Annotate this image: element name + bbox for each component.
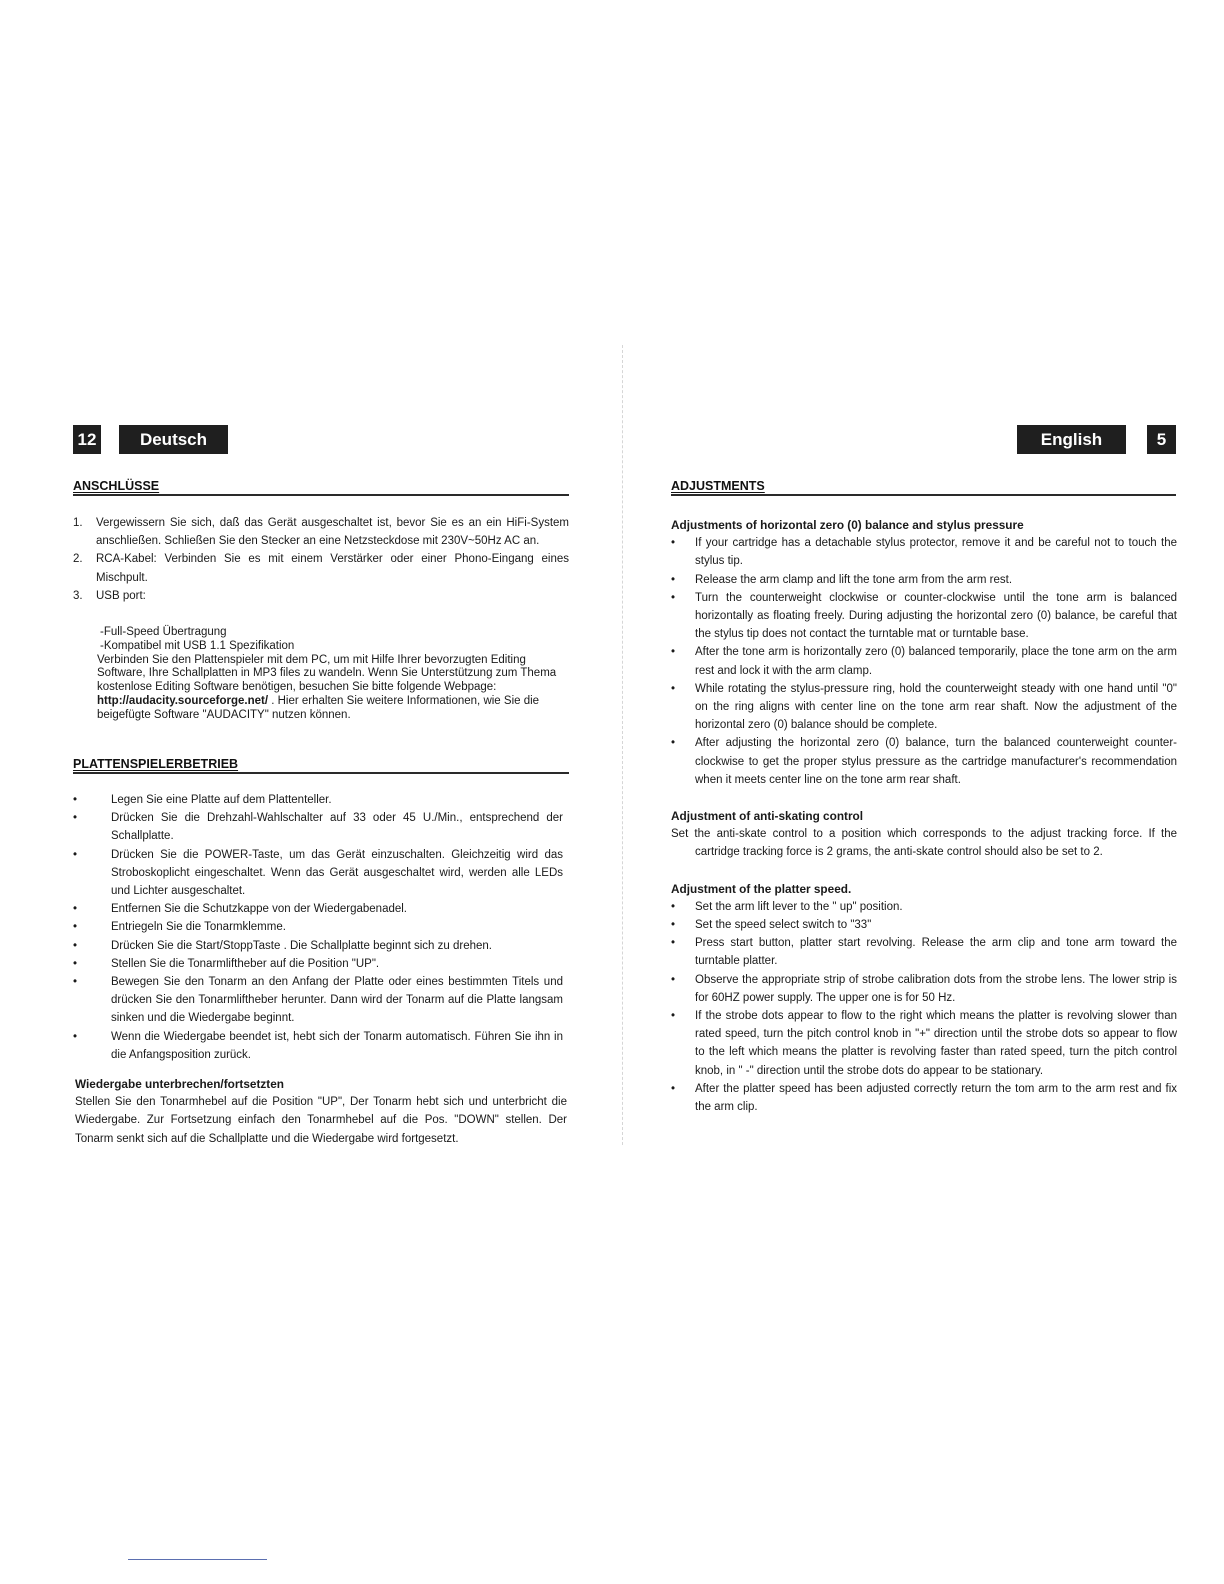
list-item — [73, 918, 563, 936]
usb-text: Verbinden Sie den Plattenspieler mit dem PC, um mit Hilfe Ihrer bevorzugten Editing Software, Ihre Schallplatten in MP3 files zu wandeln. Wenn Sie Unterstützung zum Thema kostenlose Editing Software benötigen, besuchen Sie bitte folgende Webpage: — [97, 653, 557, 694]
bullet-glyph: • — [671, 646, 676, 659]
paragraph: Stellen Sie den Tonarmhebel auf die Position "UP", Der Tonarm hebt sich und unterbricht die Wiedergabe. Zur Fortsetzung einfach den Tonarmhebel auf die Pos. "DOWN" stellen. Der Tonarm senkt sich auf die Schallplatte und die Wiedergabe wird fortgesetzt. — [75, 1096, 567, 1145]
language-tab: Deutsch — [119, 425, 228, 454]
adjustments-block — [671, 516, 1177, 1116]
list-item — [73, 791, 563, 809]
list-item-text: If your cartridge has a detachable stylus protector, remove it and be careful not to touch the stylus tip. — [695, 537, 1177, 568]
bullet-glyph: • — [671, 919, 676, 932]
bullet-glyph: • — [73, 957, 78, 970]
usb-line: -Full-Speed Übertragung — [100, 626, 227, 638]
list-item — [73, 846, 563, 901]
connections-list — [73, 514, 569, 605]
list-item-text: Legen Sie eine Platte auf dem Plattenteller. — [111, 794, 332, 806]
list-item-text: If the strobe dots appear to flow to the right which means the platter is revolving slower than rated speed, turn the pitch control knob in "+" direction until the strobe dots so appear to flow to the left which means the platter is revolving faster than rated speed, turn the pitch control knob, in " -" direction until the strobe dots do appear to be stationary. — [695, 1010, 1177, 1077]
bullet-glyph: • — [671, 937, 676, 950]
list-item — [671, 898, 1177, 916]
bullet-glyph: • — [671, 1082, 676, 1095]
list-item — [73, 587, 569, 605]
pause-resume-block — [75, 1075, 567, 1148]
paragraph: Set the anti-skate control to a position which corresponds to the adjust tracking force. If the cartridge tracking force is 2 grams, the anti-skate control should also be set to 2. — [671, 828, 1177, 859]
list-item-text: USB port: — [96, 589, 146, 602]
usb-text: . Hier erhalten Sie weitere Informationen, wie Sie die beigefügte Software "AUDACITY" nutzen können. — [97, 694, 540, 721]
list-item-text: Entfernen Sie die Schutzkappe von der Wiedergabenadel. — [111, 903, 408, 916]
bullet-glyph: • — [671, 591, 676, 604]
list-item — [73, 937, 563, 955]
decorative-underline — [128, 1559, 267, 1560]
list-number: 2. — [73, 553, 83, 566]
bullet-glyph: • — [671, 737, 676, 750]
list-item-text: Drücken Sie die Start/StoppTaste . Die Schallplatte beginnt sich zu drehen. — [111, 939, 492, 952]
list-item — [671, 680, 1177, 735]
section-rule — [73, 494, 569, 496]
bullet-glyph: • — [73, 1030, 78, 1043]
list-item-text: After adjusting the horizontal zero (0) balance, turn the balanced counterweight counter-clockwise to get the proper stylus pressure as the cartridge manufacturer's recommendation when it meets center line on the tone arm rear shaft. — [695, 737, 1177, 786]
list-item — [671, 571, 1177, 589]
section-title-anschluesse: ANSCHLÜSSE — [73, 479, 160, 493]
operation-bullets-block — [73, 791, 563, 1064]
bullet-glyph: • — [671, 900, 676, 913]
list-item-text: Set the arm lift lever to the " up" position. — [695, 900, 903, 913]
list-number: 1. — [73, 517, 83, 529]
list-item — [671, 971, 1177, 1007]
list-item — [73, 973, 563, 1028]
bullet-glyph: • — [73, 976, 78, 989]
bullet-glyph: • — [671, 682, 676, 695]
bullet-glyph: • — [73, 939, 78, 952]
bullet-glyph: • — [73, 848, 78, 861]
list-item — [671, 734, 1177, 789]
language-tab: English — [1017, 425, 1126, 454]
list-item — [671, 1080, 1177, 1116]
bullet-glyph: • — [671, 1010, 676, 1023]
list-item-text: Stellen Sie die Tonarmliftheber auf die Position "UP". — [111, 957, 380, 970]
list-item — [73, 1028, 563, 1064]
list-item-text: Release the arm clamp and lift the tone arm from the arm rest. — [695, 573, 1013, 586]
bullet-glyph: • — [73, 812, 78, 825]
sub-heading: Adjustment of the platter speed. — [671, 881, 852, 896]
list-item — [73, 900, 563, 918]
list-item-text: Wenn die Wiedergabe beendet ist, hebt sich der Tonarm automatisch. Führen Sie ihn in die Anfangsposition zurück. — [111, 1030, 563, 1061]
list-item-text: Press start button, platter start revolving. Release the arm clip and tone arm toward the turntable platter. — [695, 937, 1177, 968]
section-rule — [73, 772, 569, 774]
usb-line: -Kompatibel mit USB 1.1 Spezifikation — [100, 639, 295, 652]
list-item-text: Turn the counterweight clockwise or counter-clockwise until the tone arm is balanced horizontally as floating freely. During adjusting the horizontal zero (0) balance, be careful that the stylus tip does not contact the turntable mat or turntable base. — [695, 591, 1177, 641]
sub-heading: Adjustments of horizontal zero (0) balance and stylus pressure — [671, 518, 1024, 532]
operation-bullets — [73, 791, 563, 1064]
section-rule — [671, 494, 1176, 496]
list-item-text: Drücken Sie die Drehzahl-Wahlschalter auf 33 oder 45 U./Min., entsprechend der Schallplatte. — [111, 812, 563, 843]
list-item — [671, 934, 1177, 970]
list-item — [73, 955, 563, 973]
webpage-link[interactable]: http://audacity.sourceforge.net/ — [97, 694, 269, 707]
list-item-text: Drücken Sie die POWER-Taste, um das Gerät einzuschalten. Gleichzeitig wird das Stroboskoplicht eingeschaltet. Wenn das Gerät ausgeschaltet wird, werden alle LEDs und Lichter ausgeschaltet. — [111, 848, 563, 898]
platter-speed-bullets — [671, 898, 1177, 1116]
list-item-text: After the platter speed has been adjusted correctly return the tom arm to the arm rest and fix the arm clip. — [695, 1082, 1177, 1114]
bullet-glyph: • — [73, 903, 78, 916]
bullet-glyph: • — [671, 537, 676, 550]
bullet-glyph: • — [73, 921, 78, 934]
sub-heading: Wiedergabe unterbrechen/fortsetzten — [75, 1077, 284, 1091]
list-item-text: After the tone arm is horizontally zero (0) balanced temporarily, place the tone arm on the arm rest and lock it with the arm clamp. — [695, 646, 1177, 677]
bullet-glyph: • — [671, 973, 676, 986]
list-item — [671, 916, 1177, 934]
list-item-text: While rotating the stylus-pressure ring, hold the counterweight steady with one hand until "0" on the ring aligns with center line on the tone arm rear shaft. Now the adjustment of the horizontal zero (0) balance should be complete. — [695, 682, 1177, 732]
list-item — [73, 550, 569, 586]
horizontal-zero-bullets — [671, 534, 1177, 789]
list-item-text: Vergewissern Sie sich, daß das Gerät ausgeschaltet ist, bevor Sie es an ein HiFi-System anschließen. Schließen Sie den Stecker an eine Netzsteckdose mit 230V~50Hz AC an. — [96, 517, 569, 548]
list-item-text: Set the speed select switch to "33" — [695, 919, 872, 932]
list-item — [671, 534, 1177, 570]
list-item — [73, 809, 563, 845]
list-item — [671, 589, 1177, 644]
sub-heading: Adjustment of anti-skating control — [671, 809, 864, 824]
list-item-text: Bewegen Sie den Tonarm an den Anfang der Platte oder eines bestimmten Titels und drücken Sie den Tonarmliftheber herunter. Dann wird der Tonarm auf die Platte langsam sinken und die Wiedergabe beginnt. — [111, 976, 563, 1025]
usb-paragraph — [97, 654, 569, 723]
list-item — [671, 1007, 1177, 1080]
list-item — [671, 643, 1177, 679]
connections-list-block — [73, 514, 569, 605]
list-number: 3. — [73, 589, 83, 602]
usb-details — [97, 626, 569, 723]
list-item — [73, 514, 569, 550]
list-item-text: Observe the appropriate strip of strobe calibration dots from the strobe lens. The lower strip is for 60HZ power supply. The upper one is for 50 Hz. — [695, 973, 1177, 1004]
list-item-text: RCA-Kabel: Verbinden Sie es mit einem Verstärker oder einer Phono-Eingang eines Mischpult. — [96, 553, 569, 584]
page-number-badge: 5 — [1147, 425, 1176, 454]
section-title-plattenspielerbetrieb: PLATTENSPIELERBETRIEB — [73, 757, 239, 771]
bullet-glyph: • — [671, 573, 676, 586]
list-item-text: Entriegeln Sie die Tonarmklemme. — [111, 921, 286, 934]
right-page — [612, 0, 1224, 1584]
section-title-adjustments: ADJUSTMENTS — [671, 479, 765, 493]
page-number-badge: 12 — [73, 425, 101, 454]
bullet-glyph: • — [73, 794, 78, 806]
